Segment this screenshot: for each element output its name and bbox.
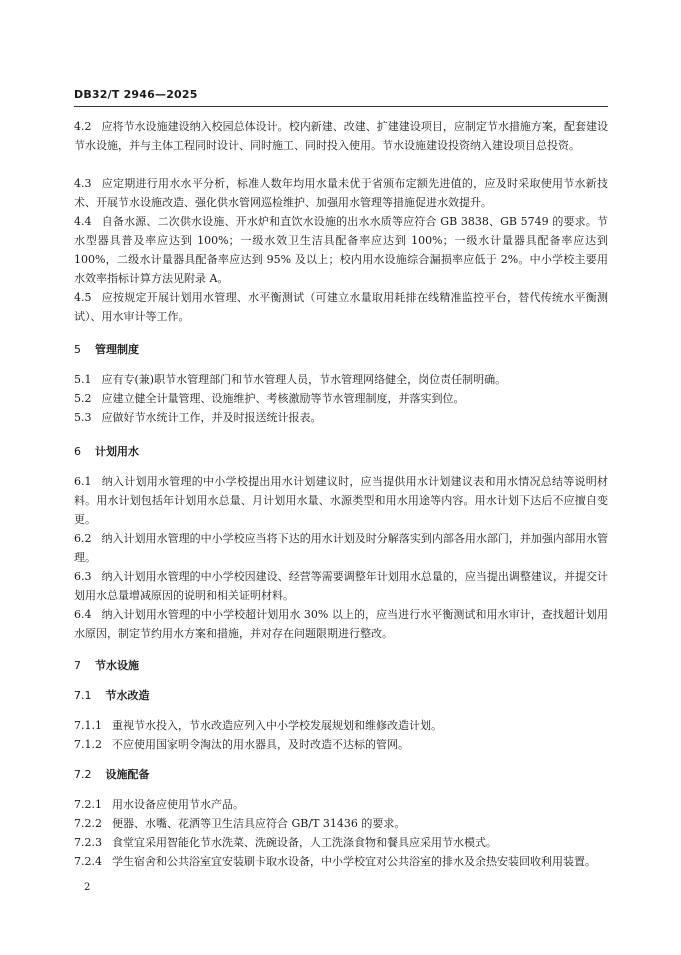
clause-4-5 — [74, 288, 608, 326]
clause-number: 7.2.2 — [74, 817, 102, 830]
clause-text: 纳入计划用水管理的中小学校超计划用水 30% 以上的，应当进行水平衡测试和用水审计，查找超计划用水原因，制定节约用水方案和措施，并对存在问题限期进行整改。 — [74, 608, 608, 640]
clause-number: 4.4 — [74, 215, 92, 228]
clause-number: 6.4 — [74, 608, 92, 621]
clause-5-1 — [74, 370, 608, 389]
clause-text: 学生宿舍和公共浴室宜安装刷卡取水设备，中小学校宜对公共浴室的排水及余热安装回收利用装置。 — [112, 855, 596, 868]
clause-text: 应将节水设施建设纳入校园总体设计。校内新建、改建、扩建建设项目，应制定节水措施方案，配套建设节水设施，并与主体工程同时设计、同时施工、同时投入使用。节水设施建设投资纳入建设项目总投资。 — [74, 120, 608, 152]
clause-number: 7.1.1 — [74, 719, 102, 732]
section-title: 计划用水 — [95, 445, 139, 458]
clause-text: 应做好节水统计工作，并及时报送统计报表。 — [101, 411, 322, 424]
clause-number: 4.5 — [74, 291, 92, 304]
section-number: 6 — [74, 445, 81, 458]
clause-number: 4.3 — [74, 177, 92, 190]
clause-number: 5.2 — [74, 392, 92, 405]
clause-6-3 — [74, 567, 608, 605]
clause-5-2 — [74, 389, 608, 408]
clause-text: 重视节水投入，节水改造应列入中小学校发展规划和维修改造计划。 — [112, 719, 442, 732]
clause-7-2-3 — [74, 833, 608, 852]
section-7-heading — [74, 656, 139, 675]
standard-code: DB32/T 2946—2025 — [74, 88, 198, 101]
clause-text: 纳入计划用水管理的中小学校应当将下达的用水计划及时分解落实到内部各用水部门，并加强内部用水管理。 — [74, 532, 608, 564]
subsection-7-1-heading — [74, 686, 150, 705]
clause-7-2-1 — [74, 795, 608, 814]
clause-number: 7.2.4 — [74, 855, 102, 868]
clause-text: 应定期进行用水水平分析，标准人数年均用水量未优于省颁布定额先进值的，应及时采取使用节水新技术、开展节水设施改造、强化供水管网巡检维护、加强用水管理等措施促进水效提升。 — [74, 177, 608, 209]
clause-7-1-1 — [74, 716, 608, 735]
clause-number: 6.3 — [74, 570, 92, 583]
clause-4-4 — [74, 212, 608, 288]
section-title: 节水设施 — [95, 659, 139, 672]
clause-6-1 — [74, 472, 608, 529]
section-6-heading — [74, 442, 139, 461]
clause-7-1-2 — [74, 735, 608, 754]
clause-number: 5.3 — [74, 411, 92, 424]
section-number: 7.2 — [74, 768, 92, 781]
clause-text: 不应使用国家明令淘汰的用水器具，及时改造不达标的管网。 — [112, 738, 409, 751]
clause-7-2-4 — [74, 852, 608, 871]
clause-number: 5.1 — [74, 373, 92, 386]
clause-number: 7.2.3 — [74, 836, 102, 849]
subsection-7-2-heading — [74, 765, 150, 784]
clause-number: 6.1 — [74, 475, 92, 488]
clause-text: 食堂宜采用智能化节水洗菜、洗碗设备，人工洗涤食物和餐具应采用节水模式。 — [112, 836, 497, 849]
section-title: 管理制度 — [95, 343, 139, 356]
clause-number: 7.1.2 — [74, 738, 102, 751]
clause-5-3 — [74, 408, 608, 427]
clause-text: 纳入计划用水管理的中小学校提出用水计划建议时，应当提供用水计划建议表和用水情况总结等说明材料。用水计划包括年计划用水总量、月计划用水量、水源类型和用水用途等内容。用水计划下达后不应擅自变更。 — [74, 475, 608, 526]
page-number: 2 — [84, 882, 91, 893]
clause-number: 4.2 — [74, 120, 92, 133]
clause-text: 应有专(兼)职节水管理部门和节水管理人员，节水管理网络健全，岗位责任制明确。 — [101, 373, 507, 386]
clause-6-4 — [74, 605, 608, 643]
clause-text: 应按规定开展计划用水管理、水平衡测试（可建立水量取用耗排在线精准监控平台，替代传统水平衡测试）、用水审计等工作。 — [74, 291, 608, 323]
clause-7-2-2 — [74, 814, 608, 833]
clause-number: 6.2 — [74, 532, 92, 545]
section-5-heading — [74, 340, 139, 359]
clause-text: 用水设备应使用节水产品。 — [112, 798, 244, 811]
clause-text: 自备水源、二次供水设施、开水炉和直饮水设施的出水水质等应符合 GB 3838、GB 5749 的要求。节水型器具普及率应达到 100%；一级水效卫生洁具配备率应达到 100%；一级水计量器具配备率应达到 100%，二级水计量器具配备率应达到 95% 及以上；校内用水设施综合漏损率应低于 2%。中小学校主要用水效率指标计算方法见附录 A。 — [74, 215, 608, 285]
header-rule — [74, 106, 608, 107]
clause-number: 7.2.1 — [74, 798, 102, 811]
clause-text: 便器、水嘴、花洒等卫生洁具应符合 GB/T 31436 的要求。 — [112, 817, 406, 830]
clause-text: 应建立健全计量管理、设施维护、考核激励等节水管理制度，并落实到位。 — [101, 392, 465, 405]
clause-6-2 — [74, 529, 608, 567]
section-number: 7 — [74, 659, 81, 672]
section-title: 节水改造 — [105, 689, 150, 702]
clause-text: 纳入计划用水管理的中小学校因建设、经营等需要调整年计划用水总量的，应当提出调整建议，并提交计划用水总量增减原因的说明和相关证明材料。 — [74, 570, 608, 602]
clause-4-3 — [74, 174, 608, 212]
section-number: 5 — [74, 343, 81, 356]
section-title: 设施配备 — [105, 768, 150, 781]
section-number: 7.1 — [74, 689, 92, 702]
clause-4-2 — [74, 117, 608, 155]
